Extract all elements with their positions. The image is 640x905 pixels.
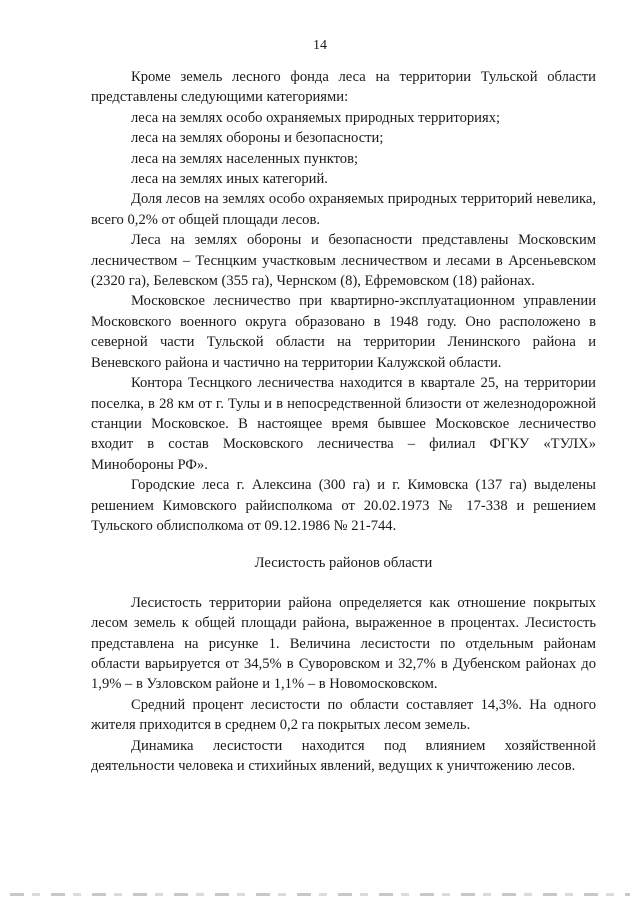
- paragraph-intro: Кроме земель лесного фонда леса на территории Тульской области представлены следующими категориями:: [91, 69, 596, 106]
- scan-edge-artifact: [10, 893, 630, 896]
- paragraph-moscow-forestry: Московское лесничество при квартирно-эксплуатационном управлении Московского военного округа образовано в 1948 году. Оно расположено в северной части Тульской области на территории Ленинского района и Веневского района и частично на территории Калужской области.: [91, 293, 596, 371]
- document-body: [91, 67, 596, 776]
- paragraph-forest-cover-dynamics: Динамика лесистости находится под влиянием хозяйственной деятельности человека и стихийных явлений, ведущих к уничтожению лесов.: [91, 737, 596, 774]
- paragraph-city-forests: Городские леса г. Алексина (300 га) и г. Кимовска (137 га) выделены решением Кимовского райисполкома от 20.02.1973 № 17-338 и решением Тульского облисполкома от 09.12.1986 № 21-744.: [91, 477, 596, 534]
- paragraph-protected-share: Доля лесов на землях особо охраняемых природных территорий невелика, всего 0,2% от общей площади лесов.: [91, 191, 596, 228]
- paragraph-average-forest-cover: Средний процент лесистости по области составляет 14,3%. На одного жителя приходится в среднем 0,2 га покрытых лесом земель.: [91, 696, 596, 734]
- list-item-settlement-lands: леса на землях населенных пунктов;: [131, 150, 359, 167]
- list-item-protected-territories: леса на землях особо охраняемых природных территориях;: [131, 109, 501, 126]
- page-number: 14: [313, 38, 327, 53]
- paragraph-forestry-office: Контора Теснцкого лесничества находится в квартале 25, на территории поселка, в 28 км от г. Тулы и в непосредственной близости от железнодорожной станции Московское. В настоящее время бывшее Московское лесничество входит в состав Московского лесничества – филиал ФГКУ «ТУЛХ» Минобороны РФ».: [91, 375, 596, 473]
- list-item-other-lands: леса на землях иных категорий.: [131, 171, 328, 188]
- list-item-defense-lands: леса на землях обороны и безопасности;: [131, 130, 384, 147]
- paragraph-defense-forests: Леса на землях обороны и безопасности представлены Московским лесничеством – Теснцким участковым лесничеством и лесами в Арсеньевском (2320 га), Белевском (355 га), Чернском (8), Ефремовском (18) районах.: [91, 232, 596, 290]
- paragraph-forest-cover-definition: Лесистость территории района определяется как отношение покрытых лесом земель к общей площади района, выраженное в процентах. Лесистость представлена на рисунке 1. Величина лесистости по отдельным районам области варьируется от 34,5% в Суворовском и 32,7% в Дубенском районах до 1,9% – в Узловском районе и 1,1% – в Новомосковском.: [91, 594, 596, 693]
- section-heading: Лесистость районов области: [254, 555, 433, 572]
